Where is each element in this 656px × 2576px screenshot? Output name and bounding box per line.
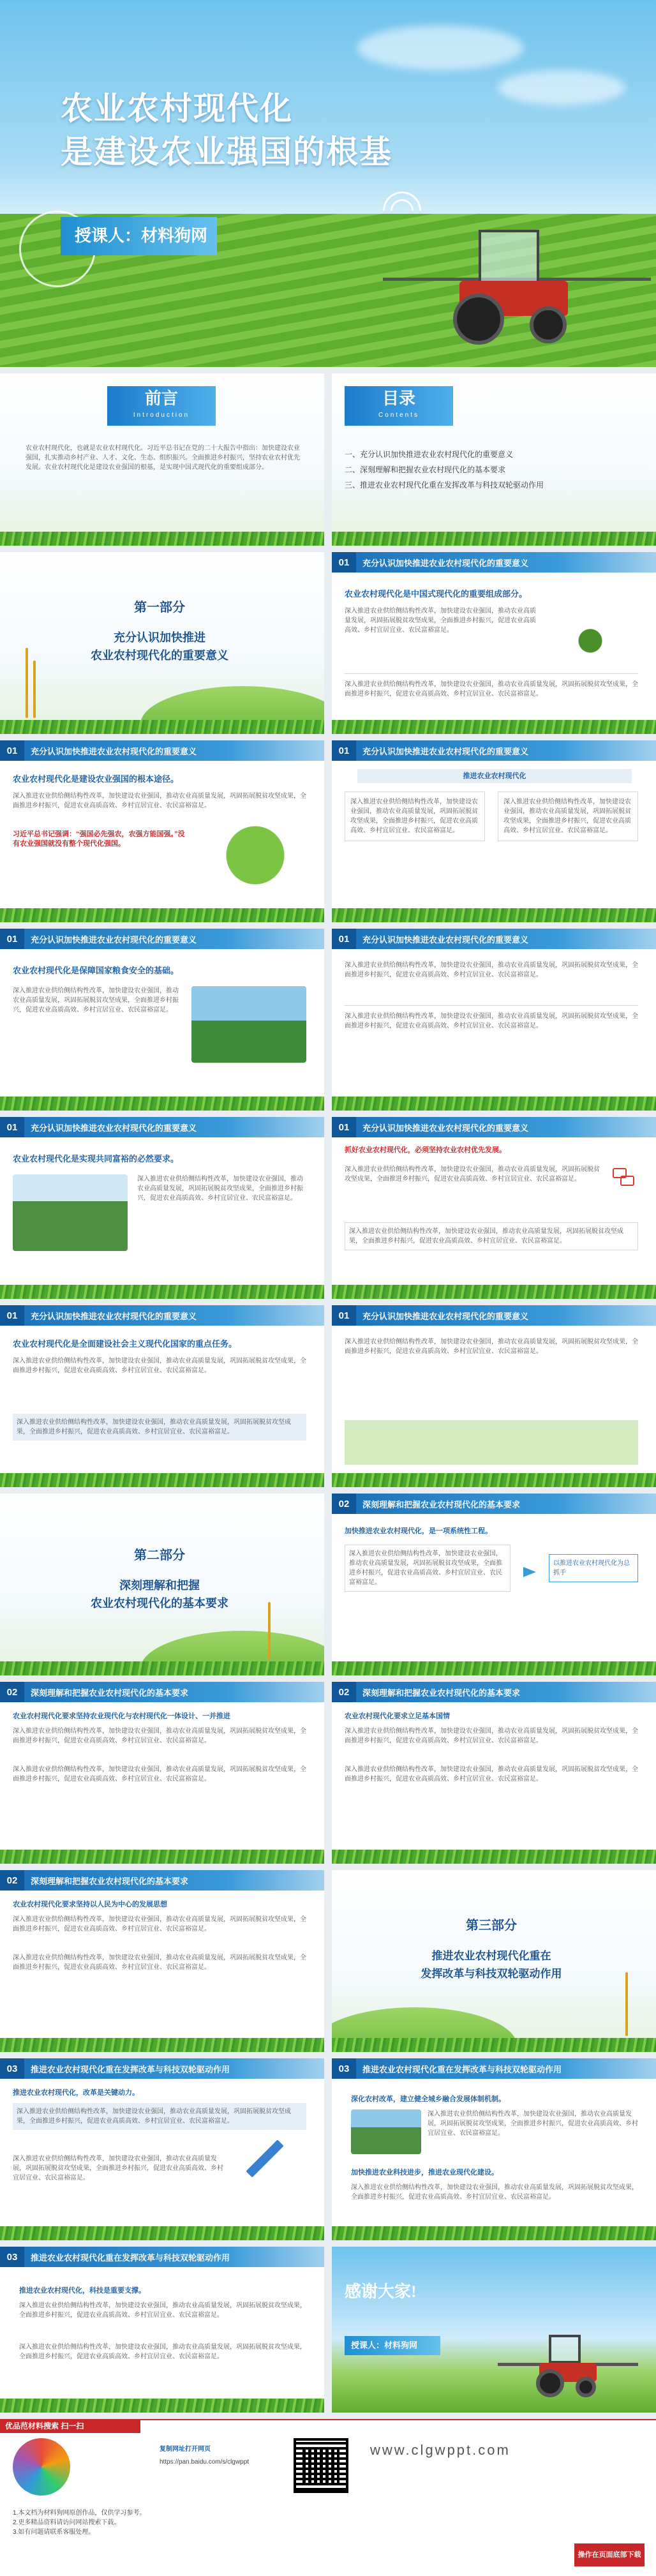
preface-subtitle: Introduction bbox=[133, 412, 190, 419]
chat-icon bbox=[620, 1176, 634, 1186]
slide-header-title: 充分认识加快推进农业农村现代化的重要意义 bbox=[31, 1123, 197, 1133]
slide-body: 深入推进农业供给侧结构性改革，加快建设农业强国，推动农业高质量发展，巩固拓展脱贫攻坚成果，全面推进乡村振兴，促进农业高质高效、乡村宜居宜业、农民富裕富足。 bbox=[13, 2155, 223, 2182]
copy-url-label: 复制网址打开网页 bbox=[160, 2446, 211, 2453]
slide-body: 深入推进农业供给侧结构性改革，加快建设农业强国，推动农业高质量发展，巩固拓展脱贫攻坚成果，全面推进乡村振兴，促进农业高质高效、乡村宜居宜业、农民富裕富足。 bbox=[345, 1013, 638, 1030]
part1-label: 第一部分 bbox=[134, 601, 185, 615]
slide-header-title: 充分认识加快推进农业农村现代化的重要意义 bbox=[362, 934, 529, 945]
slide-subtitle: 推进农业农村现代化，改革是关键动力。 bbox=[13, 2089, 139, 2097]
slide-11 bbox=[0, 1682, 324, 1864]
presenter-label: 授课人：材料狗网 bbox=[345, 2336, 440, 2355]
slide-part1-divider bbox=[0, 552, 324, 734]
farm-photo bbox=[211, 823, 300, 887]
slide-header bbox=[332, 1494, 656, 1514]
cloud bbox=[498, 70, 625, 105]
slide-7 bbox=[332, 1117, 656, 1299]
section-number: 02 bbox=[332, 1682, 356, 1702]
slide-body: 深入推进农业供给侧结构性改革，加快建设农业强国，推动农业高质量发展，巩固拓展脱贫攻坚成果，全面推进乡村振兴，促进农业高质高效、乡村宜居宜业、农民富裕富足。 bbox=[13, 1358, 306, 1374]
slide-header bbox=[0, 1117, 324, 1137]
slide-body: 深入推进农业供给侧结构性改革，加快建设农业强国，推动农业高质量发展，巩固拓展脱贫攻坚成果，全面推进乡村振兴，促进农业高质高效、乡村宜居宜业、农民富裕富足。 bbox=[345, 1166, 600, 1183]
slide-body: 深入推进农业供给侧结构性改革，加快建设农业强国，推动农业高质量发展，巩固拓展脱贫攻坚成果，全面推进乡村振兴，促进农业高质高效、乡村宜居宜业、农民富裕富足。 bbox=[428, 2111, 638, 2137]
grass-strip bbox=[332, 2226, 656, 2240]
slide-1 bbox=[332, 552, 656, 734]
slide-header-title: 推进农业农村现代化重在发挥改革与科技双轮驱动作用 bbox=[31, 2064, 230, 2074]
cloud bbox=[357, 26, 523, 70]
preface-title: 前言 bbox=[144, 389, 178, 408]
slide-body: 深入推进农业供给侧结构性改革，加快建设农业强国，推动农业高质量发展，巩固拓展脱贫攻坚成果，全面推进乡村振兴，促进农业高质高效、乡村宜居宜业、农民富裕富足。 bbox=[13, 987, 179, 1014]
download-url[interactable]: https://pan.baidu.com/s/clgwppt bbox=[160, 2459, 250, 2466]
part2-title-line2: 农业农村现代化的基本要求 bbox=[91, 1597, 228, 1610]
presenter-label: 授课人：材料狗网 bbox=[61, 217, 217, 255]
section-number: 01 bbox=[332, 1117, 356, 1137]
slide-17 bbox=[0, 2247, 324, 2413]
slide-body: 深入推进农业供给侧结构性改革，加快建设农业强国，推动农业高质量发展，巩固拓展脱贫攻坚成果，全面推进乡村振兴，促进农业高质高效、乡村宜居宜业、农民富裕富足。 bbox=[345, 1338, 638, 1355]
quote-text bbox=[345, 1146, 600, 1155]
slide-body: 深入推进农业供给侧结构性改革，加快建设农业强国，推动农业高质量发展，巩固拓展脱贫攻坚成果，全面推进乡村振兴，促进农业高质高效、乡村宜居宜业、农民富裕富足。 bbox=[137, 1176, 303, 1202]
grass-strip bbox=[0, 2038, 324, 2052]
quote-text bbox=[13, 830, 191, 849]
slide-header bbox=[332, 1305, 656, 1326]
slide-13 bbox=[0, 1870, 324, 2052]
slide-header bbox=[332, 2058, 656, 2079]
point-box: 深入推进农业供给侧结构性改革，加快建设农业强国，推动农业高质量发展，巩固拓展脱贫攻坚成果，全面推进乡村振兴，促进农业高质高效、乡村宜居宜业、农民富裕富足。 bbox=[345, 791, 485, 841]
section-number: 01 bbox=[0, 740, 24, 761]
tractor-cab bbox=[549, 2335, 581, 2363]
grass-strip bbox=[0, 1850, 324, 1864]
highlight-box: 深入推进农业供给侧结构性改革，加快建设农业强国，推动农业高质量发展，巩固拓展脱贫攻坚成果，全面推进乡村振兴，促进农业高质高效、乡村宜居宜业、农民富裕富足。 bbox=[13, 1414, 306, 1441]
wheat-icon bbox=[26, 648, 28, 718]
slide-body: 深入推进农业供给侧结构性改革，加快建设农业强国，推动农业高质量发展，巩固拓展脱贫攻坚成果，全面推进乡村振兴，促进农业高质高效、乡村宜居宜业、农民富裕富足。 bbox=[19, 2344, 306, 2360]
grass-strip bbox=[332, 2038, 656, 2052]
thanks-text: 感谢大家! bbox=[345, 2282, 417, 2301]
part1-title-line1: 充分认识加快推进 bbox=[114, 631, 205, 644]
slide-body: 深入推进农业供给侧结构性改革，加快建设农业强国，推动农业高质量发展，巩固拓展脱贫攻坚成果，全面推进乡村振兴，促进农业高质高效、乡村宜居宜业、农民富裕富足。 bbox=[13, 1954, 306, 1971]
slide-header-title: 推进农业农村现代化重在发挥改革与科技双轮驱动作用 bbox=[31, 2252, 230, 2263]
part2-label: 第二部分 bbox=[134, 1548, 185, 1562]
footer-note: 3.如有问题请联系客服处理。 bbox=[13, 2529, 95, 2536]
tractor-wheel bbox=[530, 306, 567, 343]
grass-strip bbox=[0, 1097, 324, 1111]
slide-body: 深入推进农业供给侧结构性改革，加快建设农业强国，推动农业高质量发展，巩固拓展脱贫攻坚成果，全面推进乡村振兴，促进农业高质高效、乡村宜居宜业、农民富裕富足。 bbox=[13, 1728, 306, 1744]
cover-banner bbox=[0, 0, 656, 367]
grass-strip bbox=[332, 908, 656, 922]
slide-header bbox=[0, 2058, 324, 2079]
slide-header-title: 深刻理解和把握农业农村现代化的基本要求 bbox=[31, 1876, 189, 1886]
contents-subtitle: Contents bbox=[378, 412, 420, 419]
section-number: 03 bbox=[0, 2058, 24, 2079]
slide-header bbox=[332, 740, 656, 761]
slide-body: 深入推进农业供给侧结构性改革，加快建设农业强国，推动农业高质量发展，巩固拓展脱贫攻坚成果，全面推进乡村振兴，促进农业高质高效、乡村宜居宜业、农民富裕富足。 bbox=[13, 793, 306, 809]
toc-item[interactable]: 一、充分认识加快推进农业农村现代化的重要意义 bbox=[345, 450, 514, 459]
cover-title-line1: 农业农村现代化 bbox=[61, 91, 293, 126]
slide-15 bbox=[0, 2058, 324, 2240]
slide-subtitle: 农业农村现代化是建设农业强国的根本途径。 bbox=[13, 774, 179, 784]
grass-strip bbox=[0, 2226, 324, 2240]
section-number: 01 bbox=[332, 929, 356, 949]
slide-subtitle: 农业农村现代化是保障国家粮食安全的基础。 bbox=[13, 966, 179, 975]
section-number: 01 bbox=[0, 1117, 24, 1137]
tractor-cab bbox=[479, 230, 539, 284]
arrow-right-icon bbox=[523, 1567, 542, 1577]
city-skyline-illustration bbox=[345, 1401, 638, 1465]
slide-preface bbox=[0, 373, 324, 546]
wheat-icon bbox=[625, 1972, 628, 2036]
slide-subtitle: 加快推进农业农村现代化，是一项系统性工程。 bbox=[345, 1527, 492, 1535]
section-number: 02 bbox=[0, 1870, 24, 1891]
slide-body: 深入推进农业供给侧结构性改革，加快建设农业强国，推动农业高质量发展，巩固拓展脱贫攻坚成果，全面推进乡村振兴，促进农业高质高效、乡村宜居宜业、农民富裕富足。 bbox=[351, 2184, 638, 2201]
slide-10 bbox=[332, 1494, 656, 1675]
slide-body: 深入推进农业供给侧结构性改革，加快建设农业强国，推动农业高质量发展，巩固拓展脱贫攻坚成果，全面推进乡村振兴，促进农业高质高效、乡村宜居宜业、农民富裕富足。 bbox=[345, 608, 536, 634]
slide-body: 深入推进农业供给侧结构性改革，加快建设农业强国，推动农业高质量发展，巩固拓展脱贫攻坚成果，全面推进乡村振兴，促进农业高质高效、乡村宜居宜业、农民富裕富足。 bbox=[13, 1766, 306, 1783]
section-number: 01 bbox=[0, 929, 24, 949]
diagram-title: 推进农业农村现代化 bbox=[357, 769, 632, 783]
slide-5 bbox=[332, 929, 656, 1111]
grass-strip bbox=[332, 720, 656, 734]
slide-header-title: 充分认识加快推进农业农村现代化的重要意义 bbox=[362, 1311, 529, 1321]
footer-banner: 优品范材料搜索 扫一扫 bbox=[0, 2419, 140, 2433]
slide-header-title: 深刻理解和把握农业农村现代化的基本要求 bbox=[31, 1688, 189, 1698]
slide-subtitle: 农业农村现代化是实现共同富裕的必然要求。 bbox=[13, 1154, 179, 1164]
footer-notes bbox=[13, 2508, 242, 2537]
section-number: 01 bbox=[332, 552, 356, 573]
slide-contents bbox=[332, 373, 656, 546]
slide-header bbox=[332, 552, 656, 573]
slide-subtitle: 农业农村现代化要求坚持农业现代化与农村现代化一体设计、一并推进 bbox=[13, 1712, 230, 1720]
wheat-icon bbox=[33, 661, 36, 718]
download-button[interactable]: 操作在页面底部下载 bbox=[574, 2543, 645, 2566]
highlight-box: 深入推进农业供给侧结构性改革，加快建设农业强国，推动农业高质量发展，巩固拓展脱贫攻坚成果，全面推进乡村振兴，促进农业高质高效、乡村宜居宜业、农民富裕富足。 bbox=[13, 2103, 306, 2130]
part3-label: 第三部分 bbox=[466, 1919, 517, 1933]
slide-header bbox=[332, 1682, 656, 1702]
slide-header-title: 推进农业农村现代化重在发挥改革与科技双轮驱动作用 bbox=[362, 2064, 562, 2074]
slide-header bbox=[332, 929, 656, 949]
slide-subtitle: 农业农村现代化要求立足基本国情 bbox=[345, 1712, 450, 1720]
section-number: 01 bbox=[332, 740, 356, 761]
grass-strip bbox=[0, 1285, 324, 1299]
tractor-wheel bbox=[536, 2369, 564, 2397]
slide-9 bbox=[332, 1305, 656, 1487]
grass-strip bbox=[332, 1850, 656, 1864]
toc-list bbox=[345, 447, 645, 493]
grass-strip bbox=[332, 532, 656, 546]
point-box: 深入推进农业供给侧结构性改革，加快建设农业强国，推动农业高质量发展，巩固拓展脱贫攻坚成果，全面推进乡村振兴，促进农业高质高效、乡村宜居宜业、农民富裕富足。 bbox=[498, 791, 638, 841]
mountain-photo bbox=[13, 1174, 128, 1251]
slide-subtitle: 深化农村改革，建立健全城乡融合发展体制机制。 bbox=[351, 2095, 505, 2103]
tractor-wheel bbox=[453, 294, 504, 345]
divider bbox=[345, 1005, 638, 1006]
slide-header-title: 深刻理解和把握农业农村现代化的基本要求 bbox=[362, 1499, 521, 1509]
section-number: 02 bbox=[0, 1682, 24, 1702]
footer-note: 2.更多精品资料请访问网站搜索下载。 bbox=[13, 2519, 121, 2526]
slide-header bbox=[0, 929, 324, 949]
slide-header-title: 充分认识加快推进农业农村现代化的重要意义 bbox=[362, 1123, 529, 1133]
grass-strip bbox=[332, 1473, 656, 1487]
field-photo bbox=[351, 2109, 421, 2154]
slide-body: 深入推进农业供给侧结构性改革，加快建设农业强国，推动农业高质量发展，巩固拓展脱贫攻坚成果，全面推进乡村振兴，促进农业高质高效、乡村宜居宜业、农民富裕富足。 bbox=[345, 681, 638, 698]
slide-body: 深入推进农业供给侧结构性改革，加快建设农业强国，推动农业高质量发展，巩固拓展脱贫攻坚成果，全面推进乡村振兴，促进农业高质高效、乡村宜居宜业、农民富裕富足。 bbox=[345, 1728, 638, 1744]
slide-16 bbox=[332, 2058, 656, 2240]
slide-body: 深入推进农业供给侧结构性改革，加快建设农业强国，推动农业高质量发展，巩固拓展脱贫攻坚成果，全面推进乡村振兴，促进农业高质高效、乡村宜居宜业、农民富裕富足。 bbox=[345, 962, 638, 978]
slide-header-title: 充分认识加快推进农业农村现代化的重要意义 bbox=[31, 1311, 197, 1321]
section-number: 01 bbox=[332, 1305, 356, 1326]
section-number: 02 bbox=[332, 1494, 356, 1514]
slide-thanks bbox=[332, 2247, 656, 2413]
slide-header bbox=[0, 2247, 324, 2267]
grass-strip bbox=[332, 1661, 656, 1675]
slide-6 bbox=[0, 1117, 324, 1299]
qr-code-icon bbox=[294, 2438, 348, 2493]
contents-title: 目录 bbox=[382, 389, 415, 408]
grass-strip bbox=[0, 720, 324, 734]
slide-subtitle: 推进农业农村现代化，科技是重要支撑。 bbox=[19, 2287, 145, 2295]
part2-title-line1: 深刻理解和把握 bbox=[119, 1579, 200, 1592]
grass-strip bbox=[332, 1097, 656, 1111]
slide-subtitle: 加快推进农业科技进步，推进农业现代化建设。 bbox=[351, 2169, 498, 2176]
divider bbox=[345, 673, 638, 674]
grass-strip bbox=[0, 532, 324, 546]
slide-body: 深入推进农业供给侧结构性改革，加快建设农业强国，推动农业高质量发展，巩固拓展脱贫攻坚成果，全面推进乡村振兴，促进农业高质高效、乡村宜居宜业、农民富裕富足。 bbox=[13, 1916, 306, 1933]
slide-part3-divider bbox=[332, 1870, 656, 2052]
part3-title-line2: 发挥改革与科技双轮驱动作用 bbox=[421, 1968, 562, 1980]
grass-strip bbox=[0, 908, 324, 922]
section-number: 03 bbox=[0, 2247, 24, 2267]
slide-2 bbox=[0, 740, 324, 922]
slide-header-title: 深刻理解和把握农业农村现代化的基本要求 bbox=[362, 1688, 521, 1698]
slide-header bbox=[332, 1117, 656, 1137]
part1-title-line2: 农业农村现代化的重要意义 bbox=[91, 649, 228, 662]
slide-header bbox=[0, 1305, 324, 1326]
mini-program-code-icon[interactable] bbox=[13, 2438, 70, 2496]
grass-strip bbox=[0, 1661, 324, 1675]
toc-item[interactable]: 二、深刻理解和把握农业农村现代化的基本要求 bbox=[345, 465, 506, 474]
slide-4 bbox=[0, 929, 324, 1111]
sprout-image bbox=[542, 606, 638, 664]
slide-subtitle: 农业农村现代化是全面建设社会主义现代化国家的重点任务。 bbox=[13, 1339, 237, 1349]
grass-strip bbox=[332, 1285, 656, 1299]
slide-header-title: 充分认识加快推进农业农村现代化的重要意义 bbox=[31, 746, 197, 756]
grass-strip bbox=[0, 2399, 324, 2413]
slide-body: 深入推进农业供给侧结构性改革，加快建设农业强国，推动农业高质量发展，巩固拓展脱贫攻坚成果，全面推进乡村振兴，促进农业高质高效、乡村宜居宜业、农民富裕富足。 bbox=[345, 1766, 638, 1783]
site-url[interactable]: www.clgwppt.com bbox=[370, 2442, 511, 2458]
slide-header-title: 充分认识加快推进农业农村现代化的重要意义 bbox=[31, 934, 197, 945]
section-number: 03 bbox=[332, 2058, 356, 2079]
wheat-icon bbox=[268, 1602, 271, 1659]
landscape-photo bbox=[191, 986, 306, 1063]
part3-title-line1: 推进农业农村现代化重在 bbox=[431, 1950, 551, 1962]
slide-header-title: 充分认识加快推进农业农村现代化的重要意义 bbox=[362, 746, 529, 756]
grass-strip bbox=[0, 1473, 324, 1487]
slide-8 bbox=[0, 1305, 324, 1487]
slide-header bbox=[0, 740, 324, 761]
preface-header bbox=[107, 386, 216, 426]
tractor-wheel bbox=[576, 2377, 596, 2397]
preface-text: 农业农村现代化，也就是农业农村现代化。习近平总书记在党的二十大报告中指出：加快建设农业强国，扎实推动乡村产业、人才、文化、生态、组织振兴。全面推进乡村振兴，坚持农业农村优先发展。农业农村现代化是建设农业强国的根基，是实现中国式现代化的重要组成部分。 bbox=[26, 445, 300, 471]
slide-12 bbox=[332, 1682, 656, 1864]
tractor-illustration bbox=[498, 2330, 638, 2400]
slide-body: 深入推进农业供给侧结构性改革，加快建设农业强国，推动农业高质量发展，巩固拓展脱贫攻坚成果，全面推进乡村振兴，促进农业高质高效、乡村宜居宜业、农民富裕富足。 bbox=[345, 1222, 638, 1250]
slide-body: 深入推进农业供给侧结构性改革，加快建设农业强国，推动农业高质量发展，巩固拓展脱贫攻坚成果，全面推进乡村振兴，促进农业高质高效、乡村宜居宜业、农民富裕富足。 bbox=[19, 2302, 306, 2319]
toc-item[interactable]: 三、推进农业农村现代化重在发挥改革与科技双轮驱动作用 bbox=[345, 481, 544, 490]
footer-note: 1.本文档为材料狗网原创作品，仅供学习参考。 bbox=[13, 2510, 146, 2517]
goal-box: 以推进农业农村现代化为总抓手 bbox=[549, 1554, 638, 1582]
slide-header-title: 充分认识加快推进农业农村现代化的重要意义 bbox=[362, 558, 529, 568]
quote-highlight: 习近平总书记强调：“强国必先强农，农强方能国强。”没有农业强国就没有整个现代化强国。 bbox=[13, 830, 185, 848]
point-box: 深入推进农业供给侧结构性改革，加快建设农业强国，推动农业高质量发展，巩固拓展脱贫攻坚成果，全面推进乡村振兴，促进农业高质高效、乡村宜居宜业、农民富裕富足。 bbox=[345, 1545, 511, 1592]
cover-title-line2: 是建设农业强国的根基 bbox=[61, 134, 392, 170]
quote-highlight: 抓好农业农村现代化，必须坚持农业农村优先发展。 bbox=[345, 1146, 506, 1154]
slide-subtitle: 农业农村现代化要求坚持以人民为中心的发展思想 bbox=[13, 1901, 167, 1908]
pencil-icon bbox=[246, 2139, 283, 2177]
contents-header bbox=[345, 386, 453, 426]
slide-3 bbox=[332, 740, 656, 922]
tractor-illustration bbox=[383, 217, 651, 345]
slide-header bbox=[0, 1682, 324, 1702]
slide-part2-divider bbox=[0, 1494, 324, 1675]
section-number: 01 bbox=[0, 1305, 24, 1326]
slide-header bbox=[0, 1870, 324, 1891]
slide-subtitle: 农业农村现代化是中国式现代化的重要组成部分。 bbox=[345, 589, 528, 599]
